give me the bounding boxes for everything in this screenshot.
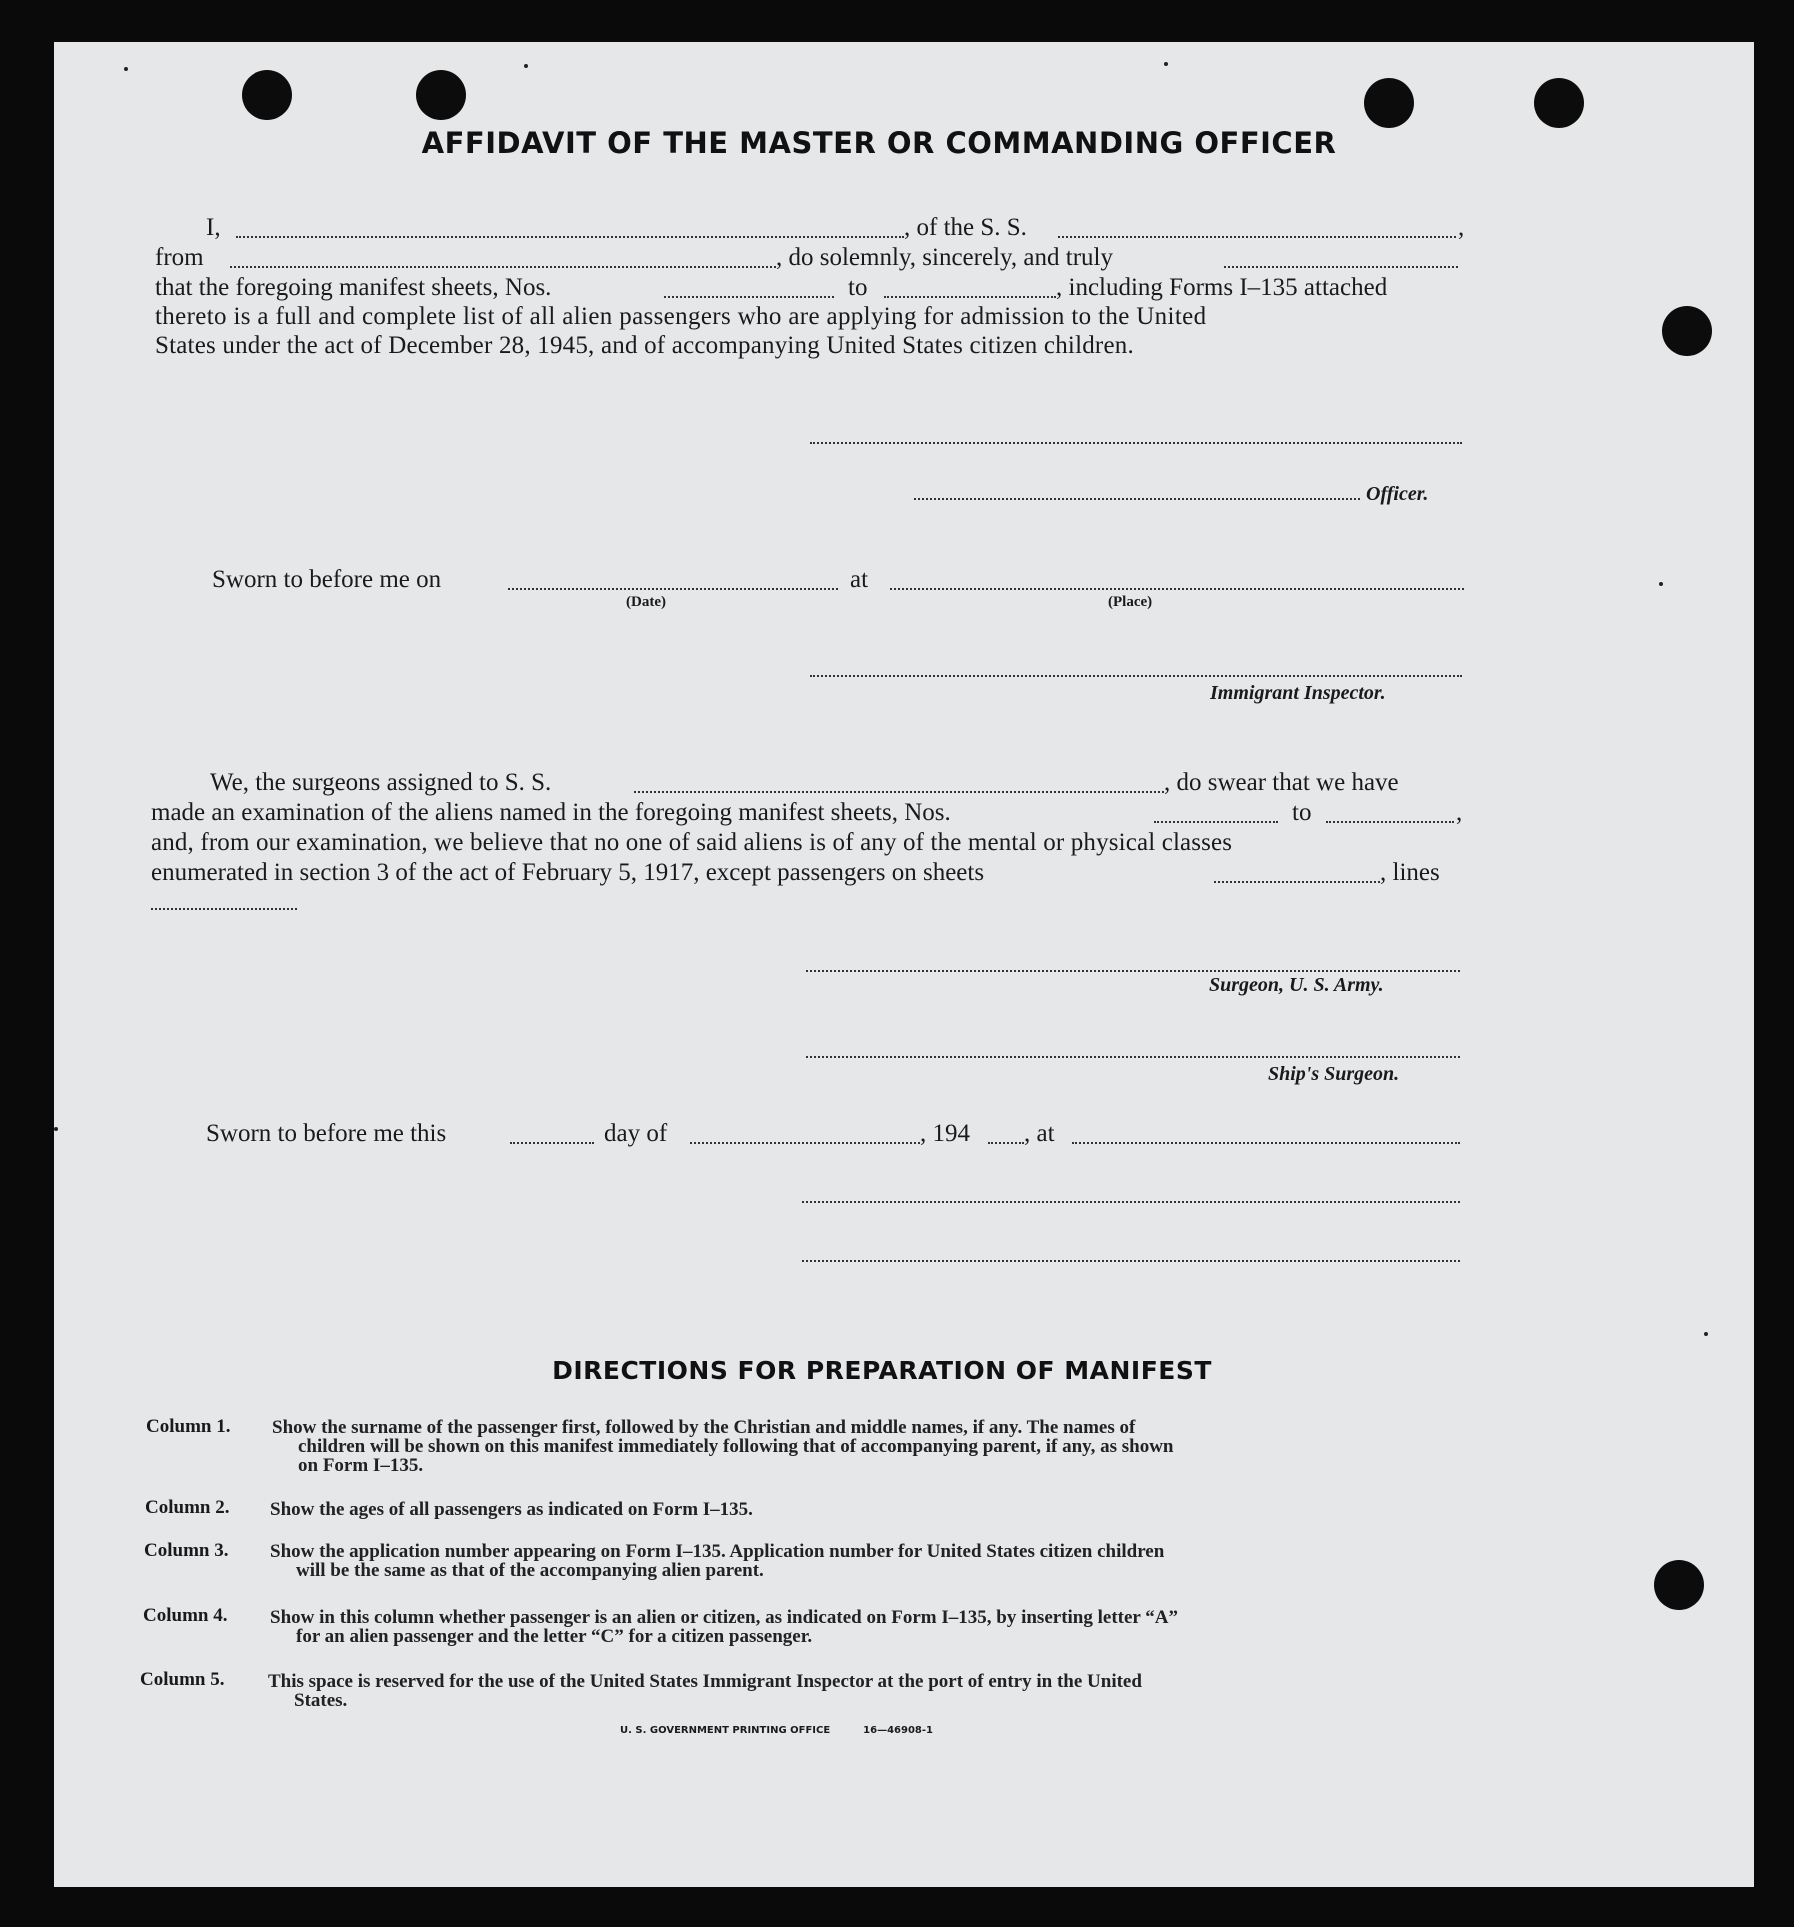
sworn-month-field[interactable] bbox=[690, 1142, 920, 1144]
army-surgeon-caption: Surgeon, U. S. Army. bbox=[1209, 974, 1384, 996]
direction-text bbox=[272, 1418, 1452, 1475]
from-port-field[interactable] bbox=[230, 266, 776, 268]
direction-line: will be the same as that of the accompanying alien parent. bbox=[296, 1560, 764, 1581]
surgeons-to: to bbox=[1292, 799, 1312, 826]
speck bbox=[1704, 1332, 1708, 1336]
sworn2-at: , at bbox=[1024, 1120, 1055, 1147]
affidavit-i: I, bbox=[206, 214, 221, 241]
direction-text bbox=[268, 1672, 1448, 1710]
direction-line: children will be shown on this manifest immediately following that of accompanying parent, if any, as shown bbox=[298, 1436, 1174, 1457]
punch-hole bbox=[416, 70, 466, 120]
direction-text bbox=[270, 1500, 1450, 1519]
master-name-field[interactable] bbox=[236, 236, 904, 238]
surgeons-from-no-field[interactable] bbox=[1154, 821, 1278, 823]
inspector-signature-line[interactable] bbox=[810, 675, 1462, 677]
speck bbox=[524, 64, 528, 68]
sworn-at: at bbox=[850, 566, 869, 593]
surgeons-swear: , do swear that we have bbox=[1164, 769, 1399, 796]
surgeons-line-2: made an examination of the aliens named in the foregoing manifest sheets, Nos. bbox=[151, 799, 951, 826]
punch-hole bbox=[1654, 1560, 1704, 1610]
surgeons-line-1: We, the surgeons assigned to S. S. bbox=[210, 769, 552, 796]
sworn-place-field[interactable] bbox=[890, 588, 1464, 590]
direction-label: Column 2. bbox=[145, 1497, 230, 1518]
surgeons-line-3: and, from our examination, we believe that no one of said aliens is of any of the mental or physical classes bbox=[151, 829, 1233, 856]
direction-line: on Form I–135. bbox=[298, 1455, 424, 1476]
form-number: 16—46908-1 bbox=[863, 1725, 933, 1736]
punch-hole bbox=[242, 70, 292, 120]
punch-hole bbox=[1662, 306, 1712, 356]
speck bbox=[1659, 582, 1663, 586]
affidavit-line-1 bbox=[206, 214, 221, 242]
direction-label: Column 1. bbox=[146, 1416, 231, 1437]
affidavit-line-4: thereto is a full and complete list of all alien passengers who are applying for admission to the United bbox=[155, 303, 1207, 330]
sworn-this: Sworn to before me this bbox=[206, 1120, 447, 1147]
swear-field[interactable] bbox=[1224, 266, 1458, 268]
sworn-day-of: day of bbox=[604, 1120, 668, 1147]
affidavit-manifest-nos: that the foregoing manifest sheets, Nos. bbox=[155, 274, 552, 301]
inspector-caption: Immigrant Inspector. bbox=[1210, 682, 1386, 704]
directions-title: DIRECTIONS FOR PREPARATION OF MANIFEST bbox=[552, 1356, 1212, 1385]
affidavit-line-5: States under the act of December 28, 1945, and of accompanying United States citizen children. bbox=[155, 332, 1134, 359]
speck bbox=[54, 1127, 58, 1131]
punch-hole bbox=[1364, 78, 1414, 128]
affidavit-line1-end: , bbox=[1458, 214, 1465, 241]
surgeons-to-no-field[interactable] bbox=[1326, 821, 1454, 823]
direction-line: Show in this column whether passenger is an alien or citizen, as indicated on Form I–135, by inserting letter “A” bbox=[270, 1607, 1178, 1628]
manifest-to-no-field[interactable] bbox=[884, 296, 1056, 298]
direction-line: Show the ages of all passengers as indicated on Form I–135. bbox=[270, 1499, 753, 1520]
affidavit-ship-label: , of the S. S. bbox=[904, 214, 1027, 241]
army-surgeon-signature-line[interactable] bbox=[806, 970, 1460, 972]
affidavit-to: to bbox=[848, 274, 868, 301]
printer-imprint bbox=[620, 1725, 933, 1736]
surgeons-lines: , lines bbox=[1380, 859, 1440, 886]
sworn-before-me-on: Sworn to before me on bbox=[212, 566, 442, 593]
direction-text bbox=[270, 1608, 1450, 1646]
punch-hole bbox=[1534, 78, 1584, 128]
speck bbox=[1164, 62, 1168, 66]
affidavit-solemnly: , do solemnly, sincerely, and truly bbox=[776, 244, 1113, 271]
sworn2-signature-line-1[interactable] bbox=[802, 1201, 1460, 1203]
ship-name-field[interactable] bbox=[1058, 236, 1456, 238]
officer-caption: Officer. bbox=[1366, 483, 1429, 505]
excepted-sheets-field[interactable] bbox=[1214, 881, 1380, 883]
speck bbox=[124, 67, 128, 71]
sworn-day-field[interactable] bbox=[510, 1142, 594, 1144]
sworn-date-field[interactable] bbox=[508, 588, 838, 590]
ships-surgeon-caption: Ship's Surgeon. bbox=[1268, 1063, 1400, 1085]
affidavit-including: , including Forms I–135 attached bbox=[1056, 274, 1388, 301]
form-sheet bbox=[54, 42, 1754, 1887]
sworn-year: , 194 bbox=[920, 1120, 970, 1147]
sworn-year-field[interactable] bbox=[988, 1142, 1024, 1144]
sworn2-place-field[interactable] bbox=[1072, 1142, 1460, 1144]
direction-line: This space is reserved for the use of the United States Immigrant Inspector at the port of entry in the United bbox=[268, 1671, 1142, 1692]
direction-text bbox=[270, 1542, 1450, 1580]
officer-title-line[interactable] bbox=[914, 498, 1360, 500]
direction-line: for an alien passenger and the letter “C” for a citizen passenger. bbox=[296, 1626, 813, 1647]
surgeons-ship-field[interactable] bbox=[634, 791, 1164, 793]
surgeons-line-4: enumerated in section 3 of the act of February 5, 1917, except passengers on sheets bbox=[151, 859, 985, 886]
direction-label: Column 4. bbox=[143, 1605, 228, 1626]
direction-label: Column 5. bbox=[140, 1669, 225, 1690]
excepted-lines-field[interactable] bbox=[151, 908, 297, 910]
direction-line: Show the application number appearing on Form I–135. Application number for United States citizen children bbox=[270, 1541, 1165, 1562]
direction-line: States. bbox=[294, 1690, 348, 1711]
date-label: (Date) bbox=[626, 594, 666, 610]
direction-label: Column 3. bbox=[144, 1540, 229, 1561]
printer-name: U. S. GOVERNMENT PRINTING OFFICE bbox=[620, 1725, 831, 1736]
place-label: (Place) bbox=[1108, 594, 1153, 610]
surgeons-line2-end: , bbox=[1456, 799, 1463, 826]
ships-surgeon-signature-line[interactable] bbox=[806, 1056, 1460, 1058]
sworn2-signature-line-2[interactable] bbox=[802, 1260, 1460, 1262]
manifest-from-no-field[interactable] bbox=[664, 296, 834, 298]
affidavit-title: AFFIDAVIT OF THE MASTER OR COMMANDING OFFICER bbox=[421, 126, 1337, 160]
officer-signature-line[interactable] bbox=[810, 442, 1462, 444]
direction-line: Show the surname of the passenger first, followed by the Christian and middle names, if any. The names of bbox=[272, 1417, 1136, 1438]
affidavit-from: from bbox=[155, 244, 204, 271]
